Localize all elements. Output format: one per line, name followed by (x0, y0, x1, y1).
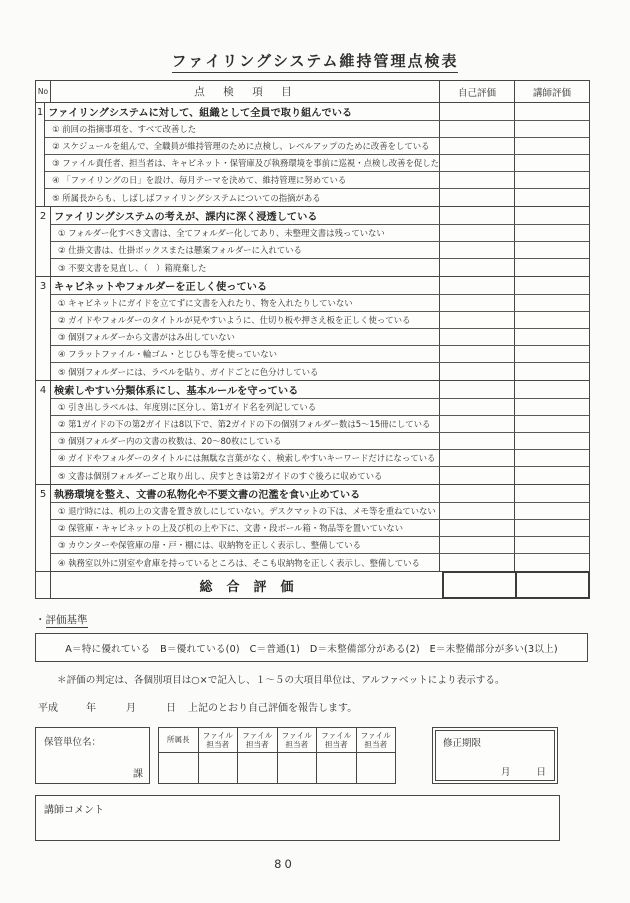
self-eval-cell (439, 138, 514, 154)
criteria-box: A＝特に優れている B＝優れている(0) C＝普通(1) D＝未整備部分がある(2) E＝未整備部分が多い(3以上) (35, 633, 588, 662)
section-rows (51, 277, 589, 380)
instructor-comment-box (35, 795, 560, 841)
sub-item-row (45, 172, 589, 189)
criteria-heading: ・評価基準 (35, 614, 88, 626)
instructor-eval-cell (514, 399, 589, 415)
instructor-eval-cell (514, 121, 589, 137)
item-text: 検索しやすい分類体系にし、基本ルールを守っている (54, 386, 299, 397)
signature-stamp-cell (238, 753, 278, 783)
self-eval-cell (439, 312, 514, 328)
storage-unit-box (35, 727, 150, 784)
evaluation-note: ＊評価の判定は、各個別項目は○×で記入し、１～５の大項目単位は、アルファベットにより表示する。 (57, 675, 505, 686)
item-text: ② 保管庫・キャビネットの上及び机の上や下に、文書・段ボール箱・物品等を置いていない (58, 523, 403, 533)
year-label: 年 (86, 703, 96, 714)
section-number: 4 (39, 384, 47, 396)
instructor-eval-cell (514, 346, 589, 362)
page-title: ファイリングシステム維持管理点検表 (35, 50, 595, 71)
sub-item-row (51, 242, 589, 259)
sub-item-row (51, 295, 589, 312)
self-eval-cell (439, 346, 514, 362)
month-label: 月 (126, 703, 136, 714)
self-eval-cell (439, 381, 514, 398)
item-text: ③ 不要文書を見直し、（ ）箱廃棄した (58, 262, 207, 273)
instructor-eval-cell (514, 138, 589, 154)
column-header-no: No (36, 81, 51, 102)
self-eval-cell (439, 450, 514, 466)
self-eval-cell (439, 103, 514, 120)
sub-item-row (45, 121, 589, 138)
self-eval-cell (439, 155, 514, 171)
item-text: ② スケジュールを組んで、全職員が維持管理のために点検し、レベルアップのために改善をしている (52, 141, 430, 151)
sub-item-row (45, 138, 589, 155)
item-text: ③ ファイル責任者、担当者は、キャビネット・保管庫及び執務環境を事前に巡視・点検し改善を促した (52, 158, 439, 168)
self-eval-cell (439, 259, 514, 276)
instructor-eval-cell (514, 172, 589, 188)
sub-item-row (51, 433, 589, 450)
item-text: ④ 執務室以外に別室や倉庫を持っているところは、そこも収納物を正しく表示し、整備している (58, 557, 420, 568)
signature-column-header: ファイル 担当者 (317, 728, 357, 752)
self-eval-cell (439, 172, 514, 188)
page-number: 80 (274, 857, 295, 871)
sub-item-row (51, 503, 589, 520)
section-title-row (51, 207, 589, 225)
instructor-eval-cell (514, 103, 589, 120)
signature-header-row (159, 728, 395, 753)
instructor-eval-cell (514, 537, 589, 553)
sub-item-row (51, 259, 589, 276)
table-section (36, 277, 589, 381)
item-text: ⑤ 所属長からも、しばしばファイリングシステムについての指摘がある (52, 192, 321, 203)
item-text: ④ フラットファイル・輪ゴム・とじひも等を使っていない (58, 349, 277, 359)
column-header-instructor-eval: 講師評価 (514, 81, 589, 102)
item-text: 執務環境を整え、文書の私物化や不要文書の氾濫を食い止めている (54, 490, 361, 501)
self-eval-cell (439, 554, 514, 571)
correction-deadline-label: 修正期限 (443, 738, 482, 749)
footer-boxes (35, 727, 595, 784)
instructor-eval-cell (514, 277, 589, 294)
section-number-cell (36, 381, 51, 484)
section-rows (51, 381, 589, 484)
instructor-eval-cell (514, 312, 589, 328)
instructor-eval-cell (514, 554, 589, 571)
section-number-cell (36, 277, 51, 380)
sub-item-row (45, 189, 589, 206)
section-number-cell (36, 207, 51, 276)
table-section (36, 207, 589, 277)
sub-item-row (51, 225, 589, 242)
self-eval-cell (439, 520, 514, 536)
instructor-eval-cell (514, 485, 589, 502)
section-number: 5 (39, 488, 47, 500)
item-text: ⑤ 個別フォルダーには、ラベルを貼り、ガイドごとに色分けしている (58, 366, 319, 377)
section-rows (45, 103, 589, 206)
sub-item-row (51, 399, 589, 416)
instructor-eval-cell (514, 259, 589, 276)
section-number-cell (36, 485, 51, 571)
instructor-eval-cell (514, 295, 589, 311)
item-text: ① 引き出しラベルは、年度別に区分し、第1ガイド名を列記している (58, 402, 317, 412)
sub-item-row (51, 329, 589, 346)
column-header-item: 点 検 項 目 (194, 86, 296, 98)
signature-stamp-cell (199, 753, 239, 783)
item-text: ① 退庁時には、机の上の文書を置き放しにしていない。デスクマットの下は、メモ等を重ねていない (58, 506, 436, 516)
table-header-row (36, 81, 589, 103)
total-instructor-eval-cell (515, 571, 590, 599)
signature-stamp-cell (278, 753, 318, 783)
instructor-eval-cell (514, 416, 589, 432)
table-sections (36, 103, 589, 571)
self-eval-cell (439, 485, 514, 502)
section-rows (51, 485, 589, 571)
self-eval-cell (439, 399, 514, 415)
item-text: ファイリングシステムの考えが、課内に深く浸透している (54, 212, 318, 223)
instructor-eval-cell (514, 155, 589, 171)
table-section (36, 485, 589, 571)
item-text: ② 第1ガイドの下の第2ガイドは8以下で、第2ガイドの下の個別フォルダー数は5～15冊にしている (58, 419, 431, 429)
correction-deadline-box (432, 727, 558, 784)
instructor-eval-cell (514, 381, 589, 398)
inspection-table (35, 80, 590, 599)
section-number: 1 (36, 106, 44, 118)
signature-column-header: ファイル 担当者 (238, 728, 278, 752)
item-text: キャビネットやフォルダーを正しく使っている (54, 282, 268, 293)
day-label: 日 (166, 703, 176, 714)
total-self-eval-cell (442, 571, 517, 599)
item-text: ファイリングシステムに対して、組織として全員で取り組んでいる (48, 108, 353, 119)
sub-item-row (51, 520, 589, 537)
item-text: ① フォルダー化すべき文書は、全てフォルダー化してあり、未整理文書は残っていない (58, 228, 385, 238)
table-section (36, 381, 589, 485)
instructor-eval-cell (514, 520, 589, 536)
self-eval-cell (439, 416, 514, 432)
self-eval-cell (439, 503, 514, 519)
instructor-eval-cell (514, 433, 589, 449)
self-eval-cell (439, 121, 514, 137)
instructor-eval-cell (514, 242, 589, 258)
sub-item-row (51, 346, 589, 363)
self-eval-cell (439, 467, 514, 484)
sub-item-row (51, 537, 589, 554)
instructor-eval-cell (514, 207, 589, 224)
sub-item-row (51, 554, 589, 571)
section-title-row (51, 277, 589, 295)
signature-column-header: ファイル 担当者 (278, 728, 318, 752)
sub-item-row (51, 363, 589, 380)
storage-unit-suffix: 課 (133, 769, 143, 780)
deadline-month-day: 月 日 (500, 767, 546, 778)
item-text: ② ガイドやフォルダーのタイトルが見やすいように、仕切り板や押さえ板を正しく使っている (58, 315, 411, 325)
item-text: ④ 「ファイリングの日」を設け、毎月テーマを決めて、維持管理に努めている (52, 175, 347, 185)
item-text: ② 仕掛文書は、仕掛ボックスまたは懸案フォルダーに入れている (58, 245, 302, 255)
section-number: 3 (39, 280, 47, 292)
signature-entry-row (159, 753, 395, 783)
item-text: ① 前回の指摘事項を、すべて改善した (52, 124, 197, 134)
item-text: ⑤ 文書は個別フォルダーごと取り出し、戻すときは第2ガイドのすぐ後ろに収めている (58, 470, 383, 481)
total-evaluation-label: 総合評価 (199, 579, 308, 595)
signature-column-header: ファイル 担当者 (360, 730, 391, 749)
instructor-eval-cell (514, 329, 589, 345)
sub-item-row (51, 416, 589, 433)
item-text: ④ ガイドやフォルダーのタイトルには無駄な言葉がなく、検索しやすいキーワードだけになっている (58, 453, 436, 463)
sub-item-row (51, 312, 589, 329)
signature-column-header: ファイル 担当者 (199, 728, 239, 752)
item-text: ③ カウンターや保管庫の扉・戸・棚には、収納物を正しく表示し、整備している (58, 540, 361, 550)
total-row-no-cell (36, 572, 51, 598)
storage-unit-label: 保管単位名： (44, 737, 102, 748)
signature-column-header: 所属長 (159, 728, 199, 752)
era-label: 平成 (38, 703, 58, 714)
self-eval-cell (439, 537, 514, 553)
report-date-line (38, 699, 595, 714)
self-eval-cell (439, 295, 514, 311)
instructor-eval-cell (514, 189, 589, 206)
report-statement: 上記のとおり自己評価を報告します。 (188, 703, 358, 714)
signature-table (158, 727, 396, 784)
item-text: ① キャビネットにガイドを立てずに文書を入れたり、物を入れたりしていない (58, 298, 353, 308)
item-text: ③ 個別フォルダー内の文書の枚数は、20～80枚にしている (58, 436, 282, 446)
table-section (36, 103, 589, 207)
sub-item-row (45, 155, 589, 172)
instructor-eval-cell (514, 225, 589, 241)
signature-stamp-cell (159, 753, 199, 783)
self-eval-cell (439, 277, 514, 294)
signature-stamp-cell (357, 753, 396, 783)
self-eval-cell (439, 433, 514, 449)
instructor-eval-cell (514, 450, 589, 466)
sub-item-row (51, 450, 589, 467)
instructor-eval-cell (514, 503, 589, 519)
item-text: ③ 個別フォルダーから文書がはみ出していない (58, 332, 235, 342)
section-title-row (51, 485, 589, 503)
instructor-eval-cell (514, 467, 589, 484)
section-number-cell (36, 103, 45, 206)
instructor-eval-cell (514, 363, 589, 380)
self-eval-cell (439, 225, 514, 241)
total-evaluation-row (36, 571, 589, 598)
instructor-comment-label: 講師コメント (44, 805, 104, 816)
section-number: 2 (39, 210, 47, 222)
self-eval-cell (439, 329, 514, 345)
sub-item-row (51, 467, 589, 484)
signature-stamp-cell (317, 753, 357, 783)
section-rows (51, 207, 589, 276)
section-title-row (45, 103, 589, 121)
self-eval-cell (439, 189, 514, 206)
column-header-self-eval: 自己評価 (439, 81, 514, 102)
self-eval-cell (439, 363, 514, 380)
self-eval-cell (439, 242, 514, 258)
self-eval-cell (439, 207, 514, 224)
section-title-row (51, 381, 589, 399)
